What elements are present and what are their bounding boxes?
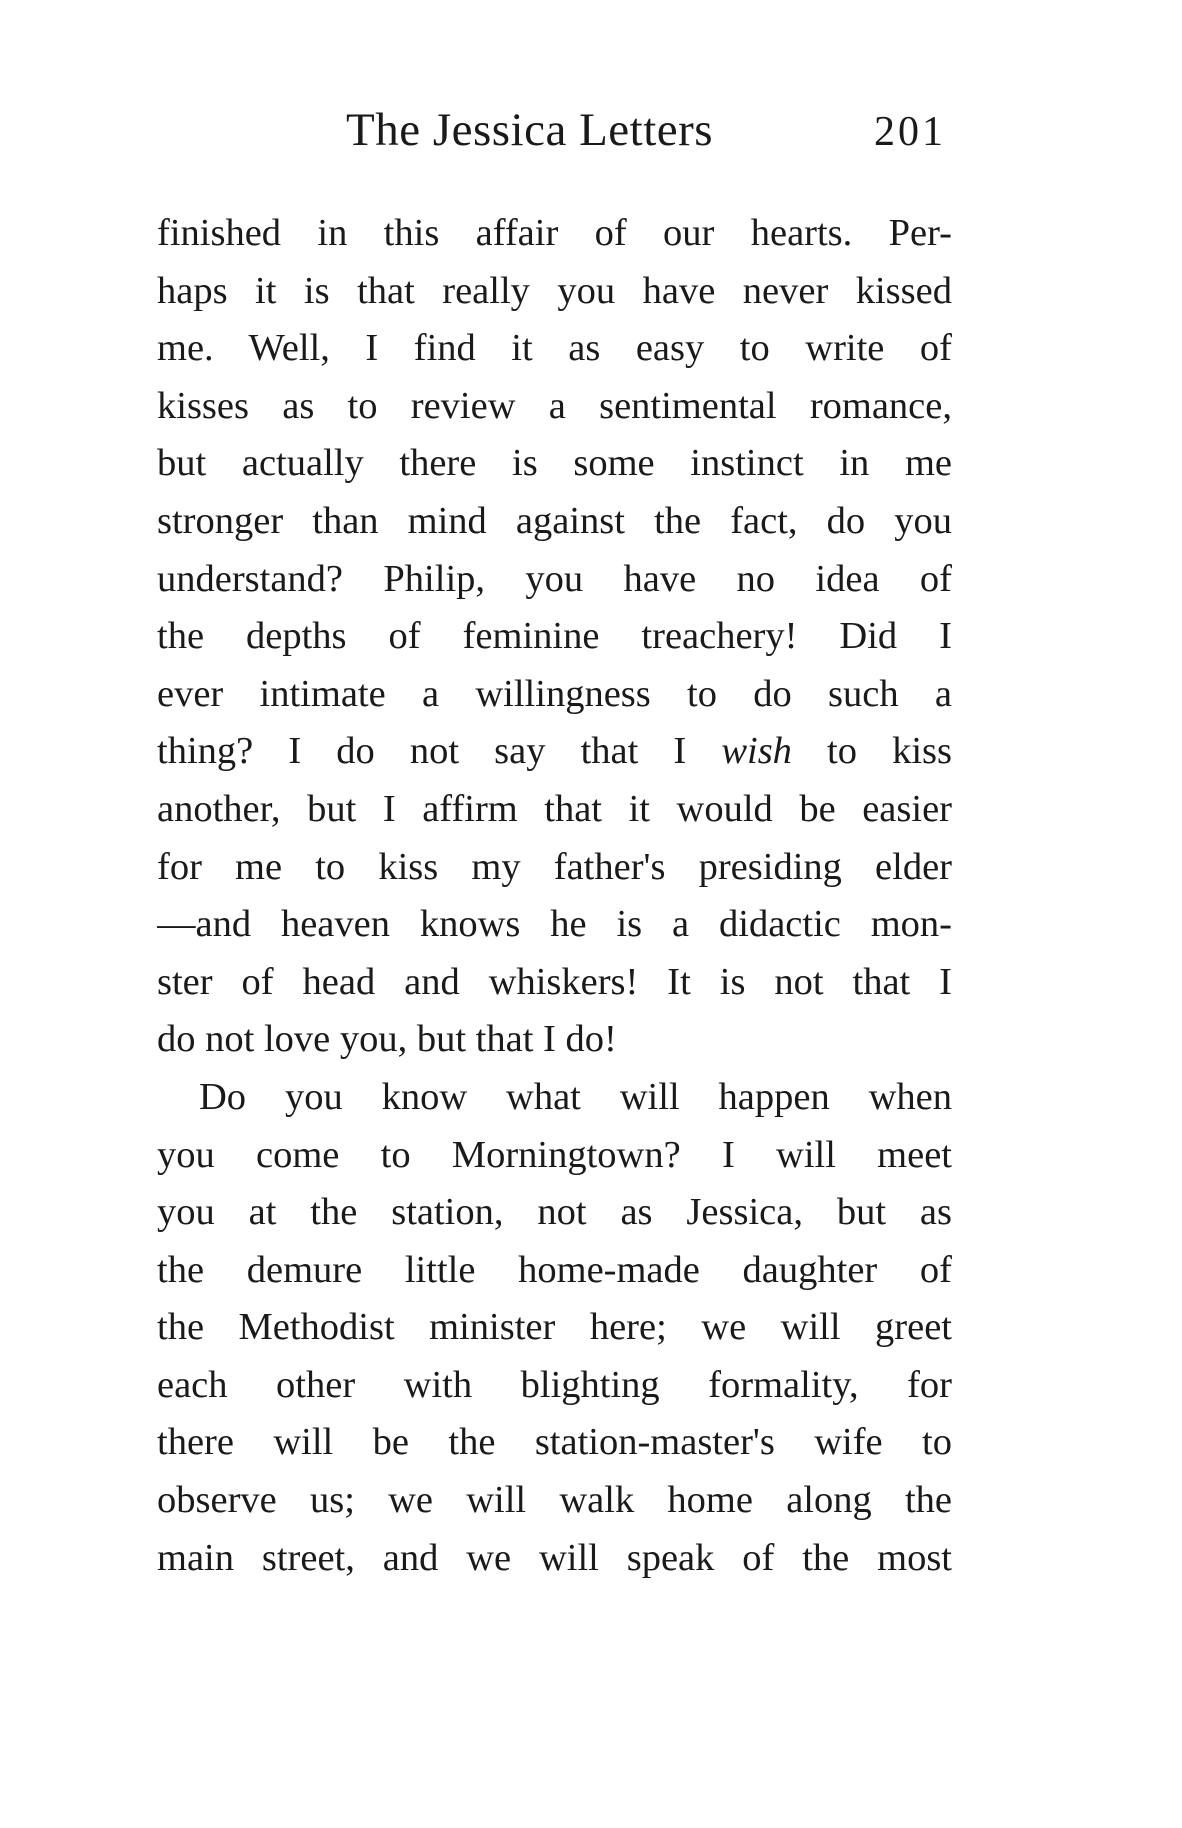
- text-line: understand? Philip, you have no idea of: [157, 557, 952, 600]
- text-line: me. Well, I find it as easy to write of: [157, 327, 952, 370]
- text-line: for me to kiss my father's presiding elder: [157, 845, 952, 888]
- text-line: the demure little home-made daughter of: [157, 1248, 952, 1291]
- text-line: —and heaven knows he is a didactic mon-: [157, 903, 952, 946]
- text-line: there will be the station-master's wife to: [157, 1421, 952, 1464]
- text-line: haps it is that really you have never kissed: [157, 269, 952, 312]
- page-number: 201: [874, 109, 946, 155]
- text-line: another, but I affirm that it would be easier: [157, 787, 952, 830]
- text-line-with-emphasis: [157, 723, 952, 781]
- text-line: but actually there is some instinct in me: [157, 442, 952, 485]
- text-line: you at the station, not as Jessica, but as: [157, 1191, 952, 1234]
- text-line: kisses as to review a sentimental romance,: [157, 384, 952, 427]
- text-segment: thing? I do not say that I: [157, 730, 722, 773]
- text-line: the Methodist minister here; we will greet: [157, 1306, 952, 1349]
- body-text: [157, 205, 952, 1587]
- text-line: stronger than mind against the fact, do you: [157, 499, 952, 542]
- paragraph-2: [157, 1069, 952, 1587]
- text-line: each other with blighting formality, for: [157, 1363, 952, 1406]
- emphasized-word: wish: [721, 730, 792, 773]
- text-line: Do you know what will happen when: [199, 1075, 952, 1118]
- text-line: do not love you, but that I do!: [157, 1018, 617, 1061]
- running-head: [0, 100, 1182, 160]
- running-title: The Jessica Letters: [346, 104, 714, 156]
- text-line: main street, and we will speak of the most: [157, 1536, 952, 1579]
- text-line: the depths of feminine treachery! Did I: [157, 615, 952, 658]
- text-line: observe us; we will walk home along the: [157, 1479, 952, 1522]
- text-segment: to kiss: [791, 730, 952, 773]
- text-line: you come to Morningtown? I will meet: [157, 1133, 952, 1176]
- paragraph-1: [157, 205, 952, 1069]
- text-line: finished in this affair of our hearts. Per-: [157, 212, 952, 254]
- text-line: ster of head and whiskers! It is not that I: [157, 960, 952, 1003]
- text-line: ever intimate a willingness to do such a: [157, 672, 952, 715]
